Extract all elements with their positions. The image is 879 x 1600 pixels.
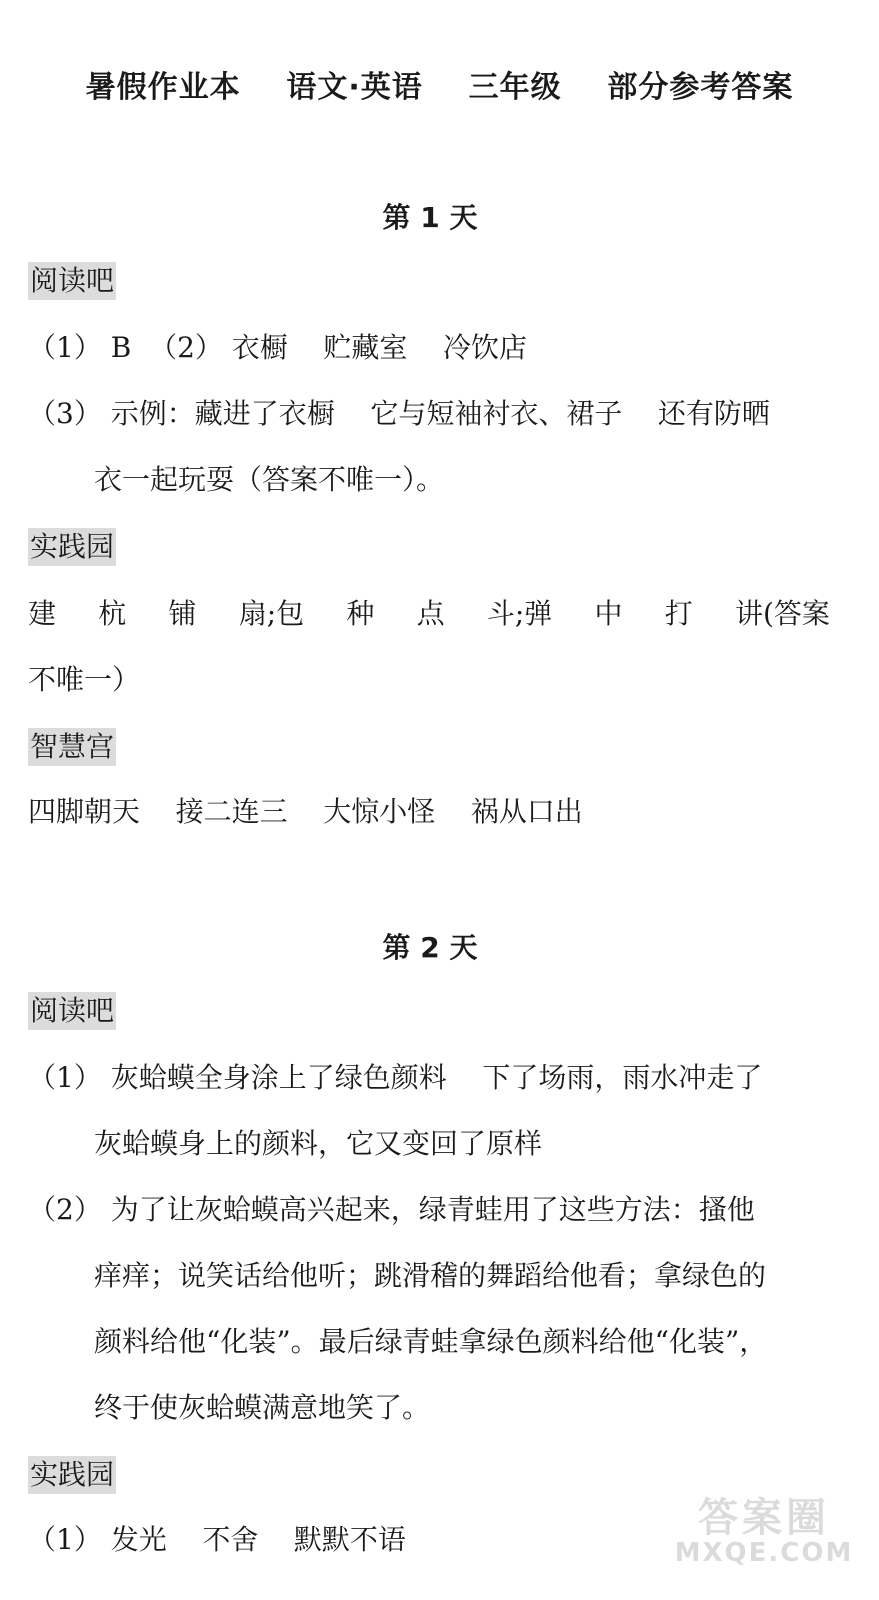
practice-word: 讲(答案 — [734, 597, 830, 630]
practice-word: 铺 — [168, 597, 197, 630]
practice-word: 杭 — [98, 597, 127, 630]
day-1-wisdom-answer: 四脚朝天 接二连三 大惊小怪 祸从口出 — [28, 795, 583, 828]
practice-word: 中 — [594, 597, 623, 630]
day-1-reading-label: 阅读吧 — [28, 262, 116, 300]
day-2-heading: 第 2 天 — [382, 931, 478, 964]
day-1-reading-answer-3-cont: 衣一起玩耍（答案不唯一）。 — [94, 463, 445, 496]
practice-word: 斗;弹 — [486, 597, 553, 630]
day-2-practice-answer-1: （1） 发光 不舍 默默不语 — [28, 1523, 406, 1556]
watermark-logo-text: 答案圈 — [698, 1495, 830, 1541]
watermark-url: MXQE.COM — [674, 1538, 854, 1568]
day-1-wisdom-label: 智慧宫 — [28, 728, 116, 766]
day-2-reading-answer-1-cont: 灰蛤蟆身上的颜料，它又变回了原样 — [94, 1127, 543, 1160]
day-1-practice-answer — [28, 594, 830, 634]
day-2-reading-answer-2-cont: 痒痒；说笑话给他听；跳滑稽的舞蹈给他看；拿绿色的 — [94, 1259, 767, 1292]
practice-word: 种 — [346, 597, 375, 630]
day-1-heading: 第 1 天 — [382, 201, 478, 234]
day-2-reading-label: 阅读吧 — [28, 992, 116, 1030]
practice-word: 建 — [28, 597, 57, 630]
practice-word: 打 — [664, 597, 693, 630]
document-title: 暑假作业本 语文·英语 三年级 部分参考答案 — [85, 70, 794, 105]
practice-word: 点 — [416, 597, 445, 630]
day-2-reading-answer-2-cont: 终于使灰蛤蟆满意地笑了。 — [94, 1391, 431, 1424]
day-1-reading-answer-3: （3） 示例：藏进了衣橱 它与短袖衬衣、裙子 还有防晒 — [28, 397, 770, 430]
day-1-practice-answer-cont: 不唯一） — [28, 663, 141, 696]
day-2-reading-answer-2: （2） 为了让灰蛤蟆高兴起来，绿青蛙用了这些方法：搔他 — [28, 1193, 755, 1226]
day-2-reading-answer-2-cont: 颜料给他“化装”。最后绿青蛙拿绿色颜料给他“化装”， — [94, 1325, 768, 1358]
day-1-practice-label: 实践园 — [28, 528, 116, 566]
site-watermark — [669, 1486, 859, 1576]
practice-word: 扇;包 — [238, 597, 305, 630]
day-2-practice-label: 实践园 — [28, 1456, 116, 1494]
day-2-reading-answer-1: （1） 灰蛤蟆全身涂上了绿色颜料 下了场雨，雨水冲走了 — [28, 1061, 763, 1094]
day-1-reading-answer-1: （1） B （2） 衣橱 贮藏室 冷饮店 — [28, 331, 528, 364]
